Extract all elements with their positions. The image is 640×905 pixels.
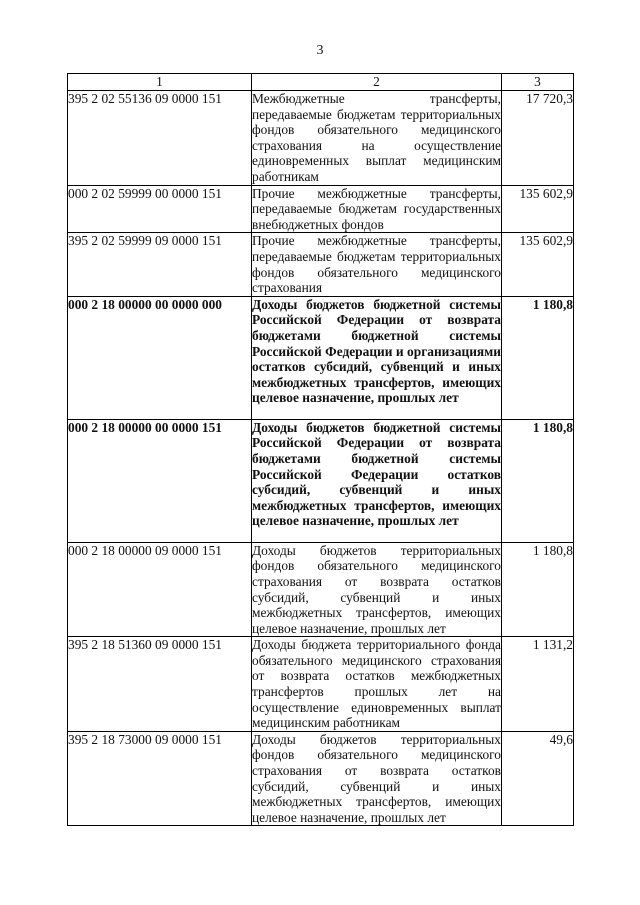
row-description-text: Доходы бюджетов территориальных фондов обязательного медицинского страхования от возврата остатков субсидий, субвенций и иных межбюджетных трансфертов, имеющих целевое назначение, прошлых лет <box>252 731 501 825</box>
row-code: 000 2 18 00000 00 0000 151 <box>68 419 252 542</box>
table-row <box>68 233 574 296</box>
row-amount: 1 180,8 <box>502 419 574 542</box>
row-description <box>252 91 502 186</box>
table-row <box>68 542 574 637</box>
row-description-text: Межбюджетные трансферты, передаваемые бюджетам территориальных фондов обязательного медицинского страхования на осуществление единовременных выплат медицинским работникам <box>252 91 501 184</box>
row-amount: 1 131,2 <box>502 637 574 732</box>
row-description-text: Доходы бюджетов территориальных фондов обязательного медицинского страхования от возврата остатков субсидий, субвенций и иных межбюджетных трансфертов, имеющих целевое назначение, прошлых лет <box>252 542 501 636</box>
table-header-row <box>68 74 574 91</box>
row-code: 395 2 02 59999 09 0000 151 <box>68 233 252 296</box>
table-row <box>68 731 574 826</box>
row-description-text: Прочие межбюджетные трансферты, передаваемые бюджетам территориальных фондов обязательного медицинского страхования <box>252 233 501 296</box>
table-row <box>68 296 574 419</box>
row-amount: 49,6 <box>502 731 574 826</box>
row-amount: 135 602,9 <box>502 185 574 233</box>
column-number-3: 3 <box>502 74 574 91</box>
row-description-text: Доходы бюджетов бюджетной системы Российской Федерации от возврата бюджетами бюджетной системы Российской Федерации остатков субсидий, субвенций и иных межбюджетных трансфертов, имеющих целевое назначение, прошлых лет <box>252 419 501 529</box>
row-description <box>252 637 502 732</box>
row-code: 395 2 18 73000 09 0000 151 <box>68 731 252 826</box>
row-code: 395 2 02 55136 09 0000 151 <box>68 91 252 186</box>
column-number-1: 1 <box>68 74 252 91</box>
budget-income-table <box>67 73 574 826</box>
row-code: 000 2 18 00000 09 0000 151 <box>68 542 252 637</box>
row-description <box>252 419 502 542</box>
row-code: 000 2 02 59999 00 0000 151 <box>68 185 252 233</box>
row-description <box>252 185 502 233</box>
row-description <box>252 731 502 826</box>
row-description <box>252 233 502 296</box>
table-row <box>68 91 574 186</box>
row-amount: 1 180,8 <box>502 542 574 637</box>
row-description-text: Прочие межбюджетные трансферты, передаваемые бюджетам государственных внебюджетных фондов <box>252 185 501 232</box>
column-number-2: 2 <box>252 74 502 91</box>
row-amount: 17 720,3 <box>502 91 574 186</box>
row-description-text: Доходы бюджетов бюджетной системы Российской Федерации от возврата бюджетами бюджетной системы Российской Федерации и организациями остатков субсидий, субвенций и иных межбюджетных трансфертов, имеющих целевое назначение, прошлых лет <box>252 296 501 406</box>
row-description <box>252 542 502 637</box>
page-number: 3 <box>316 43 324 58</box>
row-code: 395 2 18 51360 09 0000 151 <box>68 637 252 732</box>
table-row <box>68 185 574 233</box>
table-row <box>68 637 574 732</box>
table-row <box>68 419 574 542</box>
row-description <box>252 296 502 419</box>
row-code: 000 2 18 00000 00 0000 000 <box>68 296 252 419</box>
row-amount: 1 180,8 <box>502 296 574 419</box>
row-description-text: Доходы бюджета территориального фонда обязательного медицинского страхования от возврата остатков межбюджетных трансфертов прошлых лет на осуществление единовременных выплат медицинским работникам <box>252 637 501 731</box>
row-amount: 135 602,9 <box>502 233 574 296</box>
